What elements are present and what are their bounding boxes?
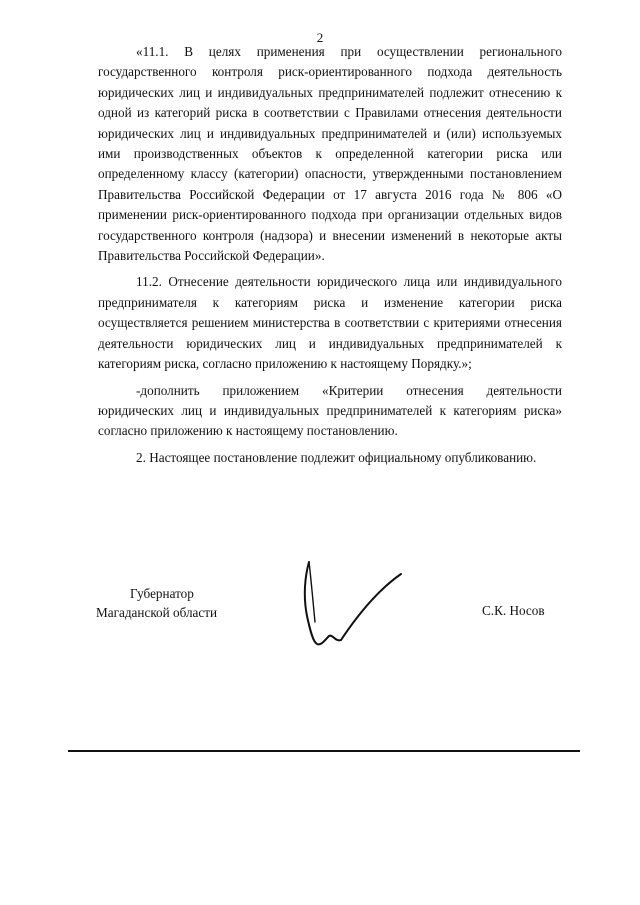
- page-number: 2: [316, 30, 324, 45]
- document-body: [98, 42, 562, 474]
- signatory-name: С.К. Носов: [482, 603, 545, 618]
- paragraph-11-1: «11.1. В целях применения при осуществлении регионального государственного контроля риск-ориентированного подхода деятельность юридических лиц и индивидуальных предпринимателей подлежит отнесению к одной из категорий риска в соответствии с Правилами отнесения деятельности юридических лиц и индивидуальных предпринимателей и (или) используемых ими производственных объектов к определенной категории риска или определенному классу (категории) опасности, утвержденными постановлением Правительства Российской Федерации от 17 августа 2016 года № 806 «О применении риск-ориентированного подхода при организации отдельных видов государственного контроля (надзора) и внесении изменений в некоторые акты Правительства Российской Федерации».: [98, 44, 562, 264]
- signatory-title-line2: Магаданской области: [96, 605, 218, 620]
- bottom-divider: [68, 750, 580, 752]
- signatory-title-line1: Губернатор: [130, 586, 194, 601]
- paragraph-publication: 2. Настоящее постановление подлежит официальному опубликованию.: [136, 449, 537, 465]
- paragraph-appendix: -дополнить приложением «Критерии отнесения деятельности юридических лиц и индивидуальных предпринимателей к категориям риска» согласно приложению к настоящему постановлению.: [98, 382, 562, 439]
- signatory-title: [96, 584, 217, 622]
- paragraph-11-2: 11.2. Отнесение деятельности юридического лица или индивидуального предпринимателя к категориям риска и изменение категории риска осуществляется решением министерства в соответствии с критериями отнесения деятельности юридических лиц и индивидуальных предпринимателей к категориям риска, согласно приложению к настоящему Порядку.»;: [98, 274, 562, 372]
- handwritten-signature: [295, 556, 415, 651]
